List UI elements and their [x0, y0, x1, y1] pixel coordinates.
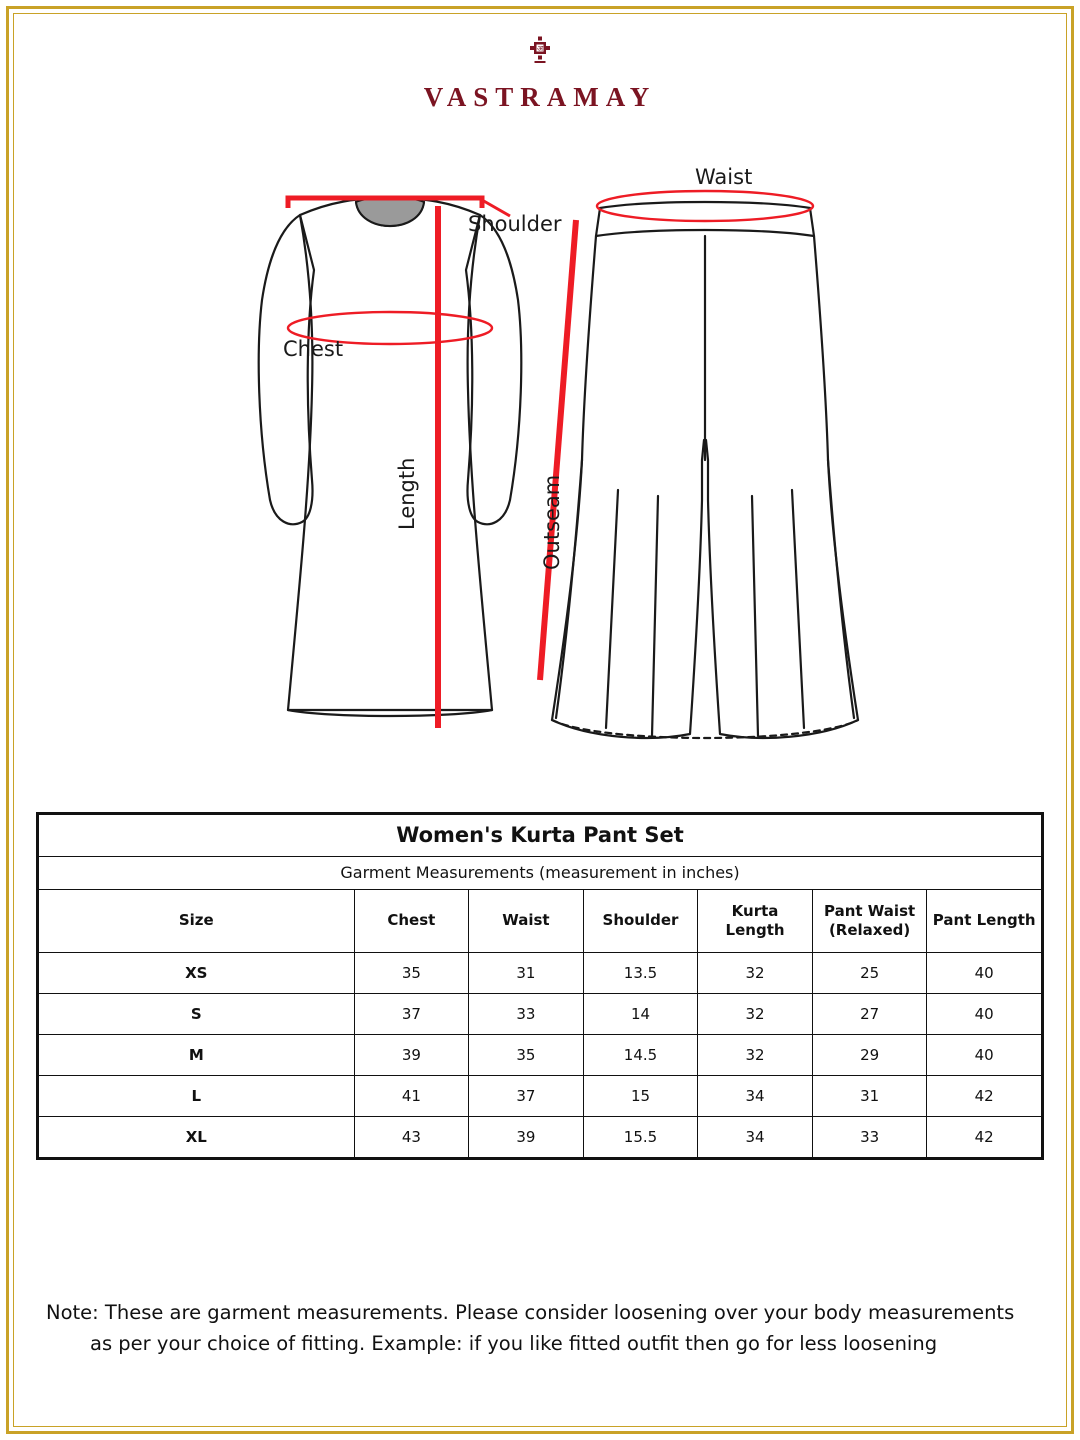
cell-shoulder: 15.5 [583, 1116, 698, 1158]
cell-waist: 35 [469, 1034, 584, 1075]
svg-text:अ: अ [536, 44, 544, 53]
vastramay-logo-icon [520, 36, 560, 76]
cell-size: S [38, 993, 355, 1034]
cell-shoulder: 14.5 [583, 1034, 698, 1075]
footer-note [46, 1297, 1034, 1359]
table-row [38, 952, 1043, 993]
column-header-chest: Chest [354, 890, 469, 953]
cell-size: L [38, 1075, 355, 1116]
label-waist: Waist [695, 165, 753, 189]
cell-kurta-length: 34 [698, 1075, 813, 1116]
label-length: Length [395, 457, 419, 530]
column-header-pant-waist-line2: (Relaxed) [828, 920, 911, 939]
cell-pant-length: 40 [927, 952, 1043, 993]
cell-waist: 33 [469, 993, 584, 1034]
column-header-pant-length: Pant Length [927, 890, 1043, 953]
cell-shoulder: 14 [583, 993, 698, 1034]
label-chest: Chest [283, 337, 344, 361]
table-row [38, 1075, 1043, 1116]
footer-note-line2: as per your choice of fitting. Example: if you like fitted outfit then go for less loosening [90, 1332, 938, 1356]
cell-shoulder: 15 [583, 1075, 698, 1116]
cell-pant-waist: 25 [812, 952, 927, 993]
table-row [38, 1034, 1043, 1075]
cell-kurta-length: 32 [698, 952, 813, 993]
cell-pant-waist: 29 [812, 1034, 927, 1075]
table-title: Women's Kurta Pant Set [38, 814, 1043, 857]
cell-pant-length: 42 [927, 1116, 1043, 1158]
column-header-pant-waist [812, 890, 927, 953]
cell-pant-waist: 31 [812, 1075, 927, 1116]
label-outseam: Outseam [540, 474, 564, 570]
column-header-kurta-length: Kurta Length [698, 890, 813, 953]
column-header-size: Size [38, 890, 355, 953]
cell-chest: 43 [354, 1116, 469, 1158]
column-header-waist: Waist [469, 890, 584, 953]
cell-size: M [38, 1034, 355, 1075]
cell-waist: 31 [469, 952, 584, 993]
column-header-shoulder: Shoulder [583, 890, 698, 953]
cell-kurta-length: 32 [698, 1034, 813, 1075]
cell-kurta-length: 32 [698, 993, 813, 1034]
flared-pant-illustration [530, 160, 950, 800]
table-header-row [38, 890, 1043, 953]
cell-waist: 39 [469, 1116, 584, 1158]
column-header-pant-waist-line1: Pant Waist [824, 902, 916, 920]
cell-chest: 35 [354, 952, 469, 993]
label-shoulder: Shoulder [468, 212, 562, 236]
measurement-illustrations [40, 150, 1040, 800]
table-title-row [38, 814, 1043, 857]
cell-pant-length: 40 [927, 1034, 1043, 1075]
cell-chest: 37 [354, 993, 469, 1034]
table-subtitle-row [38, 857, 1043, 890]
brand-name: VASTRAMAY [423, 82, 657, 112]
cell-pant-waist: 27 [812, 993, 927, 1034]
cell-size: XL [38, 1116, 355, 1158]
cell-chest: 41 [354, 1075, 469, 1116]
cell-pant-length: 40 [927, 993, 1043, 1034]
brand-header [0, 36, 1080, 113]
cell-waist: 37 [469, 1075, 584, 1116]
size-table-container [36, 812, 1044, 1160]
cell-pant-waist: 33 [812, 1116, 927, 1158]
cell-kurta-length: 34 [698, 1116, 813, 1158]
table-subtitle: Garment Measurements (measurement in inches) [38, 857, 1043, 890]
table-row [38, 1116, 1043, 1158]
cell-pant-length: 42 [927, 1075, 1043, 1116]
footer-note-line1: Note: These are garment measurements. Please consider loosening over your body measurements [46, 1301, 1015, 1324]
table-row [38, 993, 1043, 1034]
cell-size: XS [38, 952, 355, 993]
cell-shoulder: 13.5 [583, 952, 698, 993]
cell-chest: 39 [354, 1034, 469, 1075]
size-chart-table [36, 812, 1044, 1160]
